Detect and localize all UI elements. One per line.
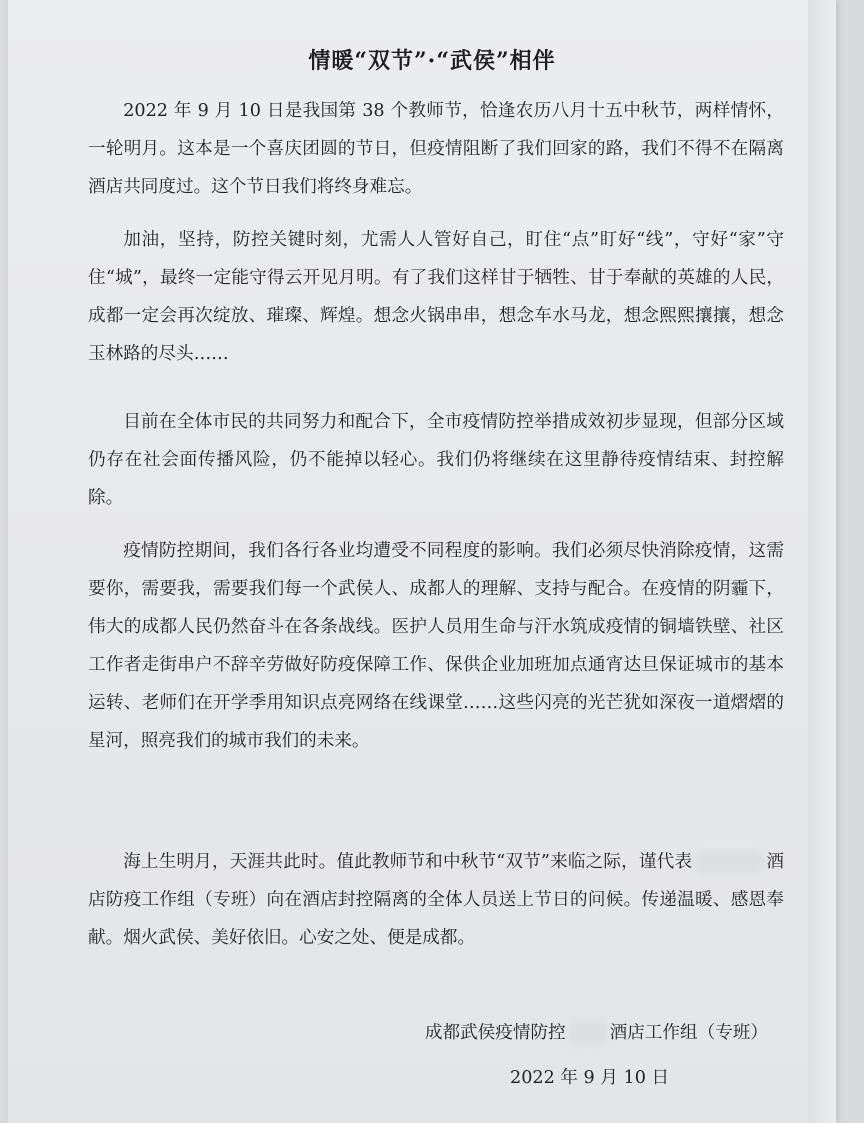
- paragraph-3: 目前在全体市民的共同努力和配合下，全市疫情防控举措成效初步显现，但部分区域仍存在社会面传播风险，仍不能掉以轻心。我们仍将继续在这里静待疫情结束、封控解除。: [88, 412, 784, 508]
- paragraph-5-before: 海上生明月，天涯共此时。值此教师节和中秋节“双节”来临之际，谨代表: [123, 852, 693, 872]
- paper-edge-shadow: [808, 0, 836, 1123]
- signature-before: 成都武侯疫情防控: [424, 1023, 566, 1043]
- paragraph-5: [88, 843, 784, 957]
- paragraph-4: 疫情防控期间，我们各行各业均遭受不同程度的影响。我们必须尽快消除疫情，这需要你，需要我，需要我们每一个武侯人、成都人的理解、支持与配合。在疫情的阴霾下，伟大的成都人民仍然奋斗在各条战线。医护人员用生命与汗水筑成疫情的铜墙铁壁、社区工作者走街串户不辞辛劳做好防疫保障工作、保供企业加班加点通宵达旦保证城市的基本运转、老师们在开学季用知识点亮网络在线课堂……这些闪亮的光芒犹如深夜一道熠熠的星河，照亮我们的城市我们的未来。: [88, 541, 784, 751]
- signature-date: 2022 年 9 月 10 日: [510, 1068, 670, 1088]
- paragraph-1: 2022 年 9 月 10 日是我国第 38 个教师节，恰逢农历八月十五中秋节，两样情怀，一轮明月。这本是一个喜庆团圆的节日，但疫情阻断了我们回家的路，我们不得不在隔离酒店共同度过。这个节日我们将终身难忘。: [88, 101, 784, 197]
- signature: [425, 1019, 768, 1044]
- document-title: 情暖“双节”·“武侯”相伴: [308, 48, 556, 74]
- paragraph-5-after: 酒店防疫工作组（专班）向在酒店封控隔离的全体人员送上节日的问候。传递温暖、感恩奉献。烟火武侯、美好依旧。心安之处、便是成都。: [88, 852, 784, 948]
- redacted-signature-part: [568, 1022, 608, 1044]
- paragraph-2: 加油，坚持，防控关键时刻，尤需人人管好自己，盯住“点”盯好“线”，守好“家”守住“城”，最终一定能守得云开见月明。有了我们这样甘于牺牲、甘于奉献的英雄的人民，成都一定会再次绽放、璀璨、辉煌。想念火锅串串，想念车水马龙，想念熙熙攘攘，想念玉林路的尽头……: [88, 230, 784, 364]
- redacted-hotel-name: [694, 851, 764, 873]
- signature-after: 酒店工作组（专班）: [609, 1023, 768, 1043]
